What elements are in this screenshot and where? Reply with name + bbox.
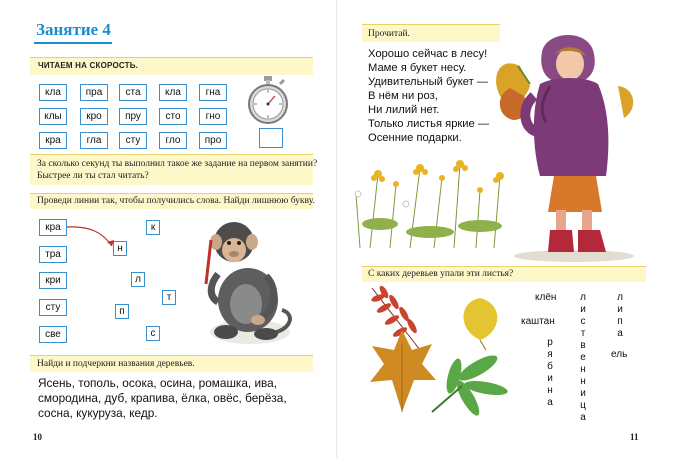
puzzle-kashtan: каштан xyxy=(521,316,555,327)
puzzle-letter: а xyxy=(580,412,586,423)
syllable-cell: сто xyxy=(159,108,187,125)
puzzle-letter: в xyxy=(580,340,586,351)
question-line-2: Быстрее ли ты стал читать? xyxy=(37,171,149,181)
syllable-cell: пру xyxy=(119,108,147,125)
question-line-1: За сколько секунд ты выполнил такое же задание на первом занятии? xyxy=(37,159,318,169)
syllable-cell: про xyxy=(199,132,227,149)
puzzle-letter: а xyxy=(547,397,553,408)
syllable-cell: ста xyxy=(119,84,147,101)
rowan-leaf xyxy=(370,284,420,350)
puzzle-letter: н xyxy=(580,364,586,375)
puzzle-letter: и xyxy=(617,304,623,315)
syllable-box[interactable]: тра xyxy=(39,246,67,263)
syllable-cell: кла xyxy=(39,84,67,101)
puzzle-letter: н xyxy=(580,376,586,387)
poem-line: Только листья яркие — xyxy=(368,118,490,130)
chestnut-leaf xyxy=(432,351,509,416)
puzzle-letter: р xyxy=(547,337,553,348)
puzzle-letter: ц xyxy=(580,400,586,411)
syllable-cell: сту xyxy=(119,132,147,149)
syllable-cell: гно xyxy=(199,108,227,125)
puzzle-letter: л xyxy=(617,292,623,303)
puzzle-letter: с xyxy=(580,316,586,327)
puzzle-letter: и xyxy=(580,388,586,399)
puzzle-el: ель xyxy=(611,349,628,360)
letter-box[interactable]: л xyxy=(131,272,145,287)
syllable-cell: гна xyxy=(199,84,227,101)
puzzle-letter: н xyxy=(547,385,553,396)
letter-box[interactable]: н xyxy=(113,241,127,256)
lines-task-heading: Проведи линии так, чтобы получились слова. Найди лишнюю букву. xyxy=(37,196,315,206)
letter-box[interactable]: п xyxy=(115,304,129,319)
letter-box[interactable]: т xyxy=(162,290,176,305)
syllable-cell: кра xyxy=(39,132,67,149)
syllable-cell: кро xyxy=(80,108,108,125)
syllable-box[interactable]: кри xyxy=(39,272,67,289)
title-underline xyxy=(34,42,112,44)
monkey-illustration xyxy=(196,214,300,348)
example-arrow xyxy=(60,218,120,258)
syllable-cell: гла xyxy=(80,132,108,149)
puzzle-letter: т xyxy=(580,328,586,339)
lesson-title: Занятие 4 xyxy=(36,20,111,39)
puzzle-letter: и xyxy=(547,373,553,384)
maple-leaf xyxy=(370,330,436,412)
stopwatch-icon xyxy=(245,76,291,126)
leaves-question: С каких деревьев упали эти листья? xyxy=(368,269,514,279)
poem-line: Удивительный букет — xyxy=(368,76,489,88)
syllable-box[interactable]: кра xyxy=(39,219,67,236)
puzzle-letter: я xyxy=(547,349,553,360)
read-speed-heading: ЧИТАЕМ НА СКОРОСТЬ. xyxy=(38,61,139,70)
trees-line-3: сосна, кукуруза, кедр. xyxy=(38,406,158,420)
puzzle-letter: л xyxy=(580,292,586,303)
syllable-cell: пра xyxy=(80,84,108,101)
page-number-left: 10 xyxy=(33,432,42,442)
girl-illustration xyxy=(490,26,640,262)
page-number-right: 11 xyxy=(630,432,639,442)
letter-box[interactable]: к xyxy=(146,220,160,235)
syllable-cell: кла xyxy=(159,84,187,101)
syllable-cell: клы xyxy=(39,108,67,125)
trees-line-1: Ясень, тополь, осока, осина, ромашка, ива, xyxy=(38,376,278,390)
puzzle-letter: е xyxy=(580,352,586,363)
letter-box[interactable]: с xyxy=(146,326,160,341)
poem-line: Маме я букет несу. xyxy=(368,62,467,74)
puzzle-letter: а xyxy=(617,328,623,339)
trees-task-heading: Найди и подчеркни названия деревьев. xyxy=(37,359,195,369)
puzzle-letter: п xyxy=(617,316,623,327)
poem-line: Ни лилий нет. xyxy=(368,104,440,116)
time-answer-box[interactable] xyxy=(259,128,283,148)
puzzle-klen: клён xyxy=(535,292,557,303)
poem-line: Осенние подарки. xyxy=(368,132,462,144)
syllable-box[interactable]: сту xyxy=(39,299,67,316)
page-divider xyxy=(336,0,337,458)
puzzle-letter: б xyxy=(547,361,553,372)
syllable-box[interactable]: све xyxy=(39,326,67,343)
read-heading: Прочитай. xyxy=(368,29,410,39)
leaves-illustration xyxy=(362,284,512,416)
linden-leaf xyxy=(464,298,498,350)
poem-line: В нём ни роз, xyxy=(368,90,438,102)
syllable-cell: гло xyxy=(159,132,187,149)
trees-line-2: смородина, дуб, крапива, ёлка, овёс, берёза, xyxy=(38,391,287,405)
poem-line: Хорошо сейчас в лесу! xyxy=(368,48,488,60)
flowers-illustration xyxy=(350,154,510,249)
puzzle-letter: и xyxy=(580,304,586,315)
